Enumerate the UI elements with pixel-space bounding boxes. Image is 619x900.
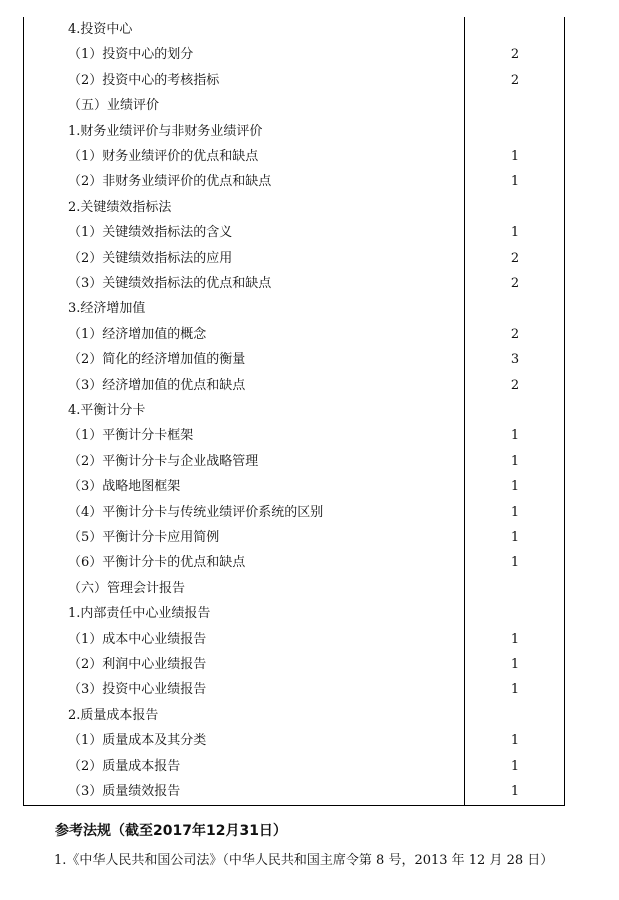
table-row [24, 677, 564, 703]
table-row [24, 93, 564, 119]
table-row [24, 271, 564, 297]
row-value: 1 [510, 657, 520, 672]
table-row [24, 322, 564, 348]
row-label: （2）利润中心业绩报告 [68, 657, 207, 672]
row-label: （1）关键绩效指标法的含义 [68, 225, 233, 241]
row-label: （2）投资中心的考核指标 [68, 72, 220, 88]
row-label: （2）平衡计分卡与企业战略管理 [68, 453, 259, 469]
outline-table [23, 17, 565, 806]
row-label: （3）投资中心业绩报告 [68, 682, 207, 698]
row-value: 1 [510, 758, 520, 774]
table-row [24, 144, 564, 170]
row-value: 1 [510, 225, 520, 241]
row-label: 1.内部责任中心业绩报告 [68, 606, 211, 622]
table-row [24, 373, 564, 399]
table-row [24, 68, 564, 94]
row-label: （3）经济增加值的优点和缺点 [68, 377, 246, 393]
table-row [24, 296, 564, 322]
row-label: （五）业绩评价 [68, 98, 160, 114]
row-label: 4.平衡计分卡 [68, 403, 146, 418]
row-label: （1）经济增加值的概念 [68, 326, 207, 342]
row-label: （2）关键绩效指标法的应用 [68, 250, 233, 266]
table-row [24, 423, 564, 449]
table-row [24, 246, 564, 272]
row-value: 2 [510, 47, 520, 63]
row-value: 1 [510, 530, 520, 545]
row-label: （2）质量成本报告 [68, 758, 181, 774]
row-label: （3）战略地图框架 [68, 479, 181, 495]
table-row [24, 17, 564, 43]
table-row [24, 601, 564, 627]
row-label: （5）平衡计分卡应用简例 [68, 530, 220, 545]
table-row [24, 474, 564, 500]
row-value: 1 [510, 453, 520, 469]
row-label: （3）关键绩效指标法的优点和缺点 [68, 276, 272, 291]
row-value: 1 [510, 555, 520, 571]
row-value: 1 [510, 428, 520, 444]
row-value: 2 [510, 326, 520, 342]
row-label: （1）投资中心的划分 [68, 47, 194, 63]
table-row [24, 754, 564, 780]
table-row [24, 728, 564, 754]
row-label: （1）成本中心业绩报告 [68, 631, 207, 647]
table-row [24, 652, 564, 678]
row-value: 2 [510, 250, 520, 266]
row-value: 1 [510, 174, 520, 190]
row-value: 1 [510, 504, 520, 520]
row-label: （2）简化的经济增加值的衡量 [68, 352, 246, 368]
row-label: （1）财务业绩评价的优点和缺点 [68, 149, 259, 164]
row-value: 2 [510, 377, 520, 393]
table-row [24, 195, 564, 221]
row-value: 1 [510, 682, 520, 698]
row-value: 1 [510, 479, 520, 495]
table-row [24, 576, 564, 602]
row-label: （4）平衡计分卡与传统业绩评价系统的区别 [68, 504, 324, 520]
table-row [24, 398, 564, 424]
row-value: 1 [510, 149, 520, 164]
table-row [24, 169, 564, 195]
row-label: （6）平衡计分卡的优点和缺点 [68, 555, 246, 571]
row-label: （2）非财务业绩评价的优点和缺点 [68, 174, 272, 190]
table-row [24, 42, 564, 68]
row-label: （3）质量绩效报告 [68, 784, 181, 799]
table-row [24, 119, 564, 145]
row-value: 3 [510, 352, 520, 368]
row-label: 1.财务业绩评价与非财务业绩评价 [68, 123, 263, 139]
table-row [24, 779, 564, 805]
row-label: （六）管理会计报告 [68, 580, 186, 596]
table-row [24, 347, 564, 373]
table-row [24, 449, 564, 475]
table-row [24, 220, 564, 246]
row-label: 3.经济增加值 [68, 301, 146, 317]
table-row [24, 500, 564, 526]
row-value: 1 [510, 733, 520, 749]
row-label: （1）质量成本及其分类 [68, 733, 207, 749]
table-row [24, 550, 564, 576]
table-row [24, 627, 564, 653]
row-label: （1）平衡计分卡框架 [68, 428, 194, 444]
column-divider [464, 17, 465, 806]
row-value: 1 [510, 784, 520, 799]
row-value: 2 [510, 276, 520, 291]
row-value: 1 [510, 631, 520, 647]
row-label: 2.关键绩效指标法 [68, 199, 172, 215]
row-value: 2 [510, 72, 520, 88]
row-label: 2.质量成本报告 [68, 707, 159, 723]
row-label: 4.投资中心 [68, 22, 133, 37]
table-row [24, 703, 564, 729]
table-row [24, 525, 564, 551]
reference-item: 1.《中华人民共和国公司法》（中华人民共和国主席令第 8 号，2013 年 12 月 28 日） [54, 853, 554, 868]
section-heading: 参考法规（截至2017年12月31日） [55, 823, 287, 839]
